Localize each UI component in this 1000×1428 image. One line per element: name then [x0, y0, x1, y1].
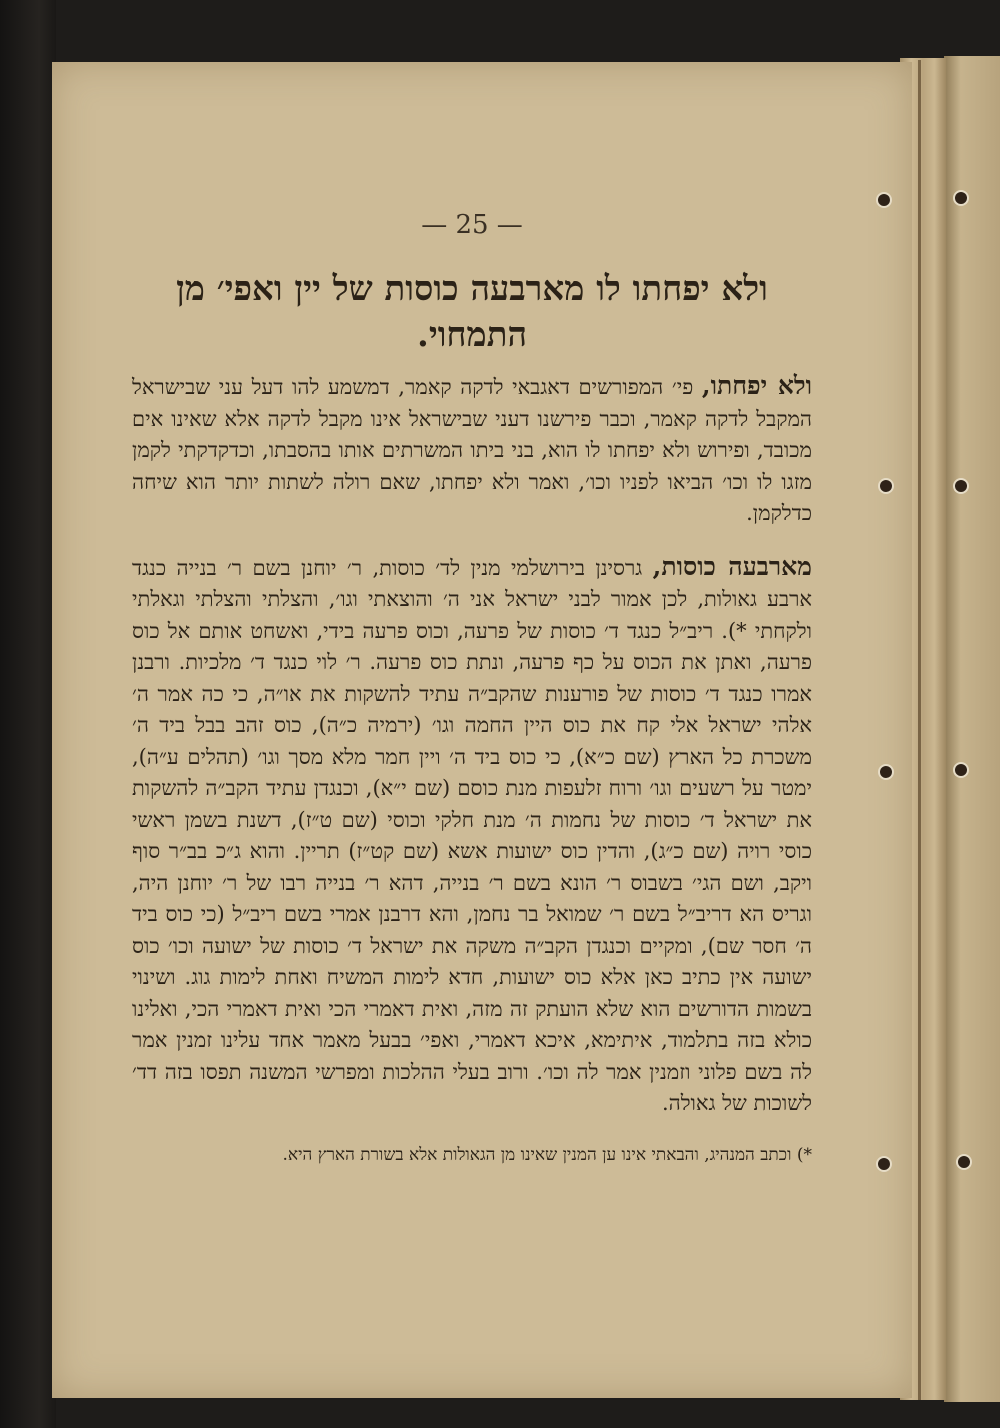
binding-spine	[918, 60, 921, 1400]
page-content	[132, 124, 812, 1169]
binding-hole	[955, 480, 967, 492]
paragraph-1	[132, 370, 812, 530]
page-number: — 25 —	[421, 210, 523, 240]
binding-hole	[958, 1156, 970, 1168]
paragraph-2	[132, 551, 812, 1120]
binding-hole	[878, 194, 890, 206]
paragraph-1-lead: ולא יפחתו,	[701, 371, 812, 400]
paragraph-1-text: פי׳ המפורשים דאגבאי לדקה קאמר, דמשמע להו דעל עני שבישראל המקבל לדקה קאמר, וכבר פירשנו דעני שבישראל אינו מקבל לדקה אלא שאינו אים מכובד, ופירוש ולא יפחתו לו הוא, בני ביתו המשרתים אותו בהסבתו, וכדקדקתי לקמן מזגו לו וכו׳ הביאו לפניו וכו׳, ואמר ולא יפחתו, שאם רולה לשתות יותר הוא שיחה כדלקמן.	[132, 375, 812, 525]
book-page	[52, 62, 912, 1398]
binding-hole	[955, 192, 967, 204]
binding-hole	[878, 1158, 890, 1170]
book-cover-edge	[0, 0, 56, 1428]
binding-hole	[880, 766, 892, 778]
paragraph-2-text: גרסינן בירושלמי מנין לד׳ כוסות, ר׳ יוחנן בשם ר׳ בנייה כנגד ארבע גאולות, לכן אמור לבני ישראל אני ה׳ והוצאתי וגו׳, והצלתי והצלתי וגאלתי ולקחתי *). ריב״ל כנגד ד׳ כוסות של פרעה, וכוס פרעה בידי, ואשחט אותם אל כוס פרעה, ואתן את הכוס על כף פרעה, ונתת כוס פרעה. ר׳ לוי כנגד ד׳ מלכיות. ורבנן אמרו כנגד ד׳ כוסות של פורענות שהקב״ה עתיד להשקות את או״ה, כי כה אמר ה׳ אלהי ישראל אלי קח את כוס היין החמה וגו׳ (ירמיה כ״ה), כוס זהב בבל ביד ה׳ משכרת כל הארץ (שם כ״א), כי כוס ביד ה׳ ויין חמר מלא מסך וגו׳ (תהלים ע״ה), ימטר על רשעים וגו׳ ורוח זלעפות מנת כוסם (שם י״א), וכנגדן עתיד הקב״ה להשקות את ישראל ד׳ כוסות של נחמות ה׳ מנת חלקי וכוסי (שם ט״ז), דשנת בשמן ראשי כוסי רויה (שם כ״ג), והדין כוס ישועות אשא (שם קט״ז) תריין. והוא ג״כ בב״ר סוף ויקב, ושם הגי׳ בשבוס ר׳ הונא בשם ר׳ בנייה, דהא ר׳ בנייה רבו של ר׳ יוחנן היה, וגריס הא דריב״ל בשם ר׳ שמואל בר נחמן, והא דרבנן אמרי בשם ריב״ל (כי כוס ביד ה׳ חסר שם), ומקיים וכנגדן הקב״ה משקה את ישראל ד׳ כוסות של ישועה וכו׳ כוס ישועה אין כתיב כאן אלא כוס ישועות, חדא לימות המשיח ואחת לימות גוג. ושינוי בשמות הדורשים הוא שלא הועתק זה מזה, ואית דאמרי הכי ואית דאמרי הכי, ואלינו כולא בזה בתלמוד, איתימא, איכא דאמרי, ואפי׳ בבעל מאמר אחד עלינו זמנין אמר לה בשם פלוני וזמנין אמר לה וכו׳. ורוב בעלי ההלכות ומפרשי המשנה תפסו בזה דד׳ לשוכות של גאולה.	[132, 555, 812, 1115]
next-page-edge	[944, 56, 1000, 1402]
paragraph-2-lead: מארבעה כוסות,	[652, 551, 812, 581]
section-heading: ולא יפחתו לו מארבעה כוסות של יין ואפי׳ מן התמחוי.	[176, 269, 768, 355]
footnote: *) וכתב המנהיג, והבאתי אינו ען המנין שאינו מן הגאולות אלא בשורת הארץ היא.	[282, 1144, 812, 1165]
binding-hole	[880, 480, 892, 492]
binding-hole	[955, 764, 967, 776]
